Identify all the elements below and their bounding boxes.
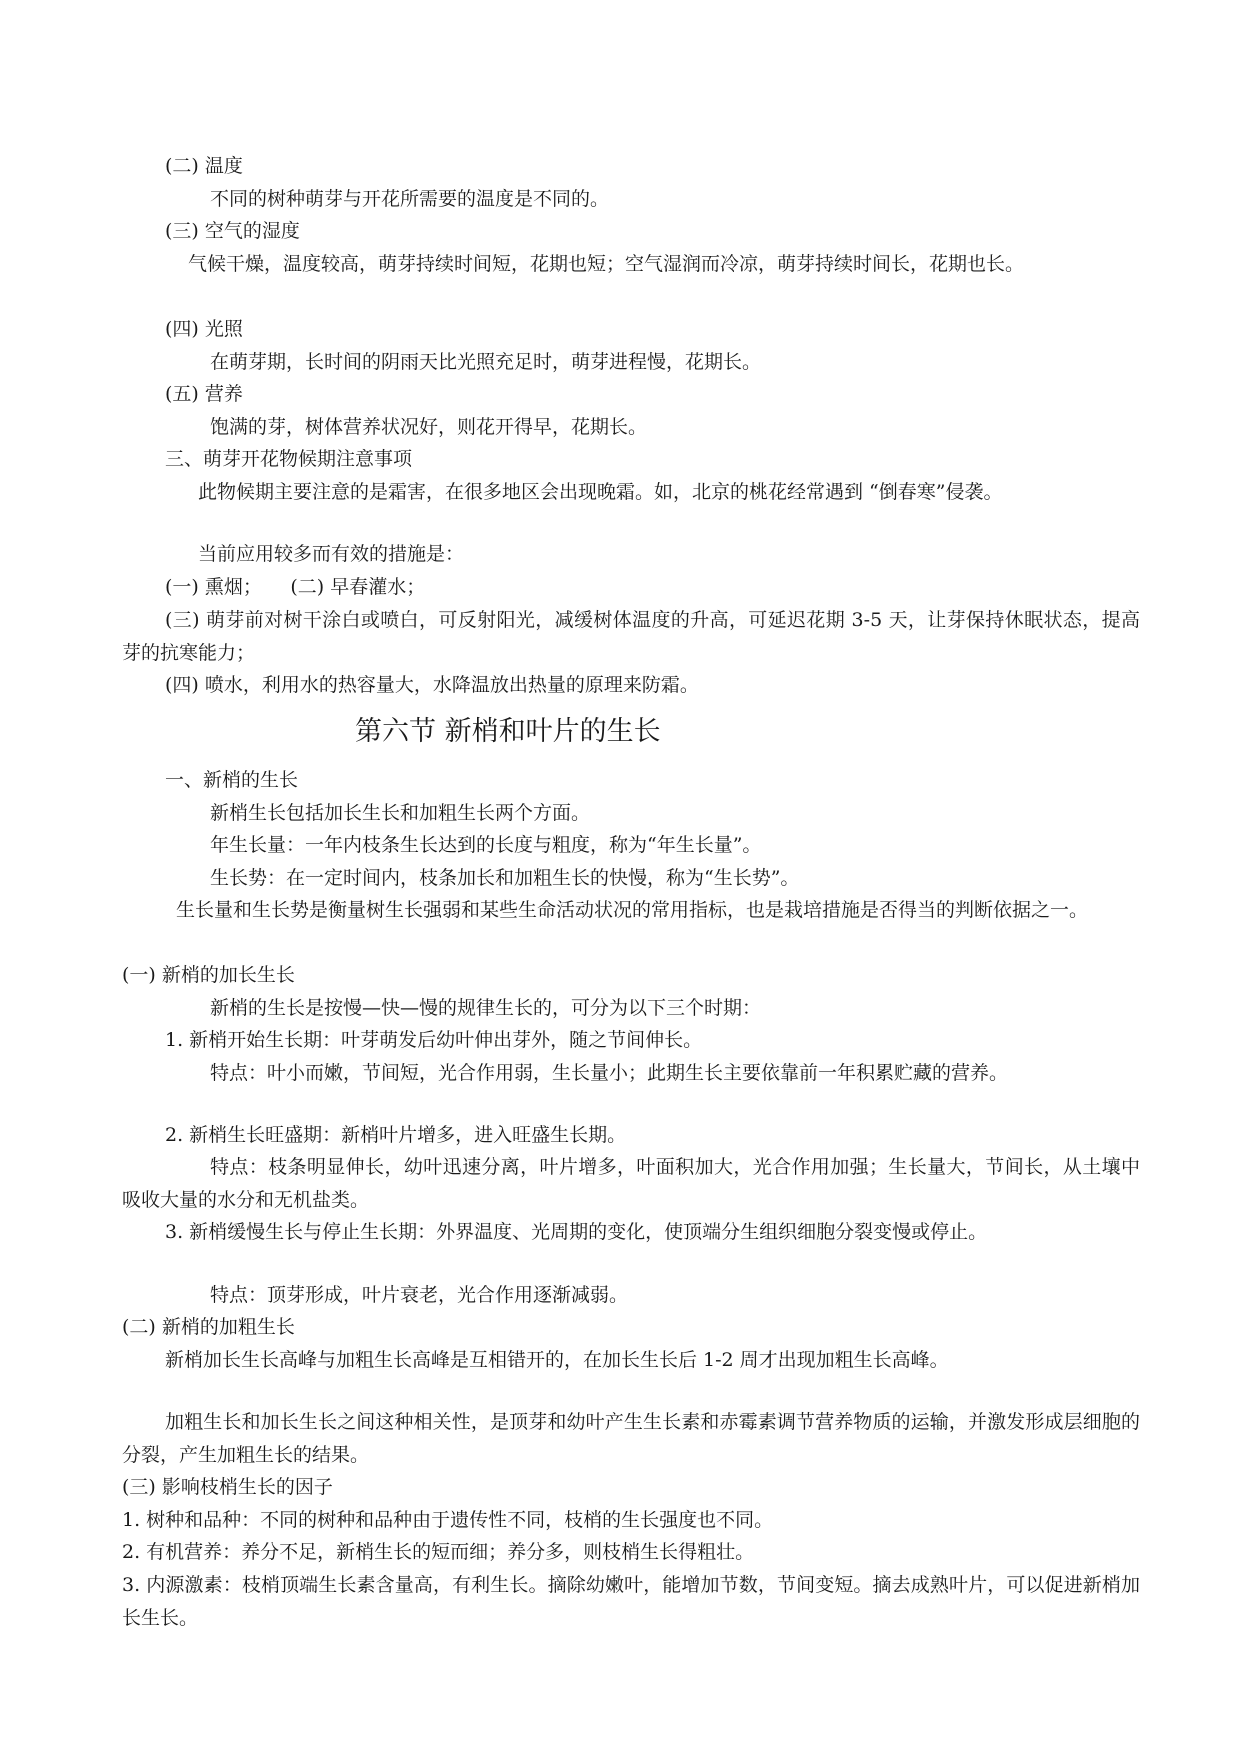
list-item: (三) 萌芽前对树干涂白或喷白，可反射阳光，减缓树体温度的升高，可延迟花期 3-5 天，让芽保持休眠状态，提高芽的抗寒能力； [122,609,1140,664]
section-heading: 三、萌芽开花物候期注意事项 [165,448,413,470]
paragraph: 当前应用较多而有效的措施是： [198,543,465,565]
paragraph: 生长势：在一定时间内，枝条加长和加粗生长的快慢，称为“生长势”。 [210,867,800,889]
subheading: (一) 新梢的加长生长 [122,964,295,986]
paragraph: 生长量和生长势是衡量树生长强弱和某些生命活动状况的常用指标，也是栽培措施是否得当的判断依据之一。 [176,899,1089,921]
paragraph: 新梢的生长是按慢—快—慢的规律生长的，可分为以下三个时期： [210,997,762,1019]
list-item: 3. 新梢缓慢生长与停止生长期：外界温度、光周期的变化，使顶端分生组织细胞分裂变慢或停止。 [165,1221,988,1243]
paragraph: 年生长量：一年内枝条生长达到的长度与粗度，称为“年生长量”。 [210,834,762,856]
paragraph: 特点：叶小而嫩，节间短，光合作用弱，生长量小；此期生长主要依靠前一年积累贮藏的营养。 [210,1062,1009,1084]
section-title: 第六节 新梢和叶片的生长 [355,716,661,747]
subheading-humidity: (三) 空气的湿度 [165,220,300,242]
subheading-nutrition: (五) 营养 [165,383,243,405]
subheading: (二) 新梢的加粗生长 [122,1316,295,1338]
list-item: (一) 熏烟； (二) 早春灌水； [165,576,426,598]
paragraph: 新梢加长生长高峰与加粗生长高峰是互相错开的，在加长生长后 1-2 周才出现加粗生长高峰。 [165,1349,949,1371]
list-item: 2. 新梢生长旺盛期：新梢叶片增多，进入旺盛生长期。 [165,1124,627,1146]
paragraph: 饱满的芽，树体营养状况好，则花开得早，花期长。 [210,416,648,438]
paragraph: 不同的树种萌芽与开花所需要的温度是不同的。 [210,188,610,210]
paragraph: 在萌芽期，长时间的阴雨天比光照充足时，萌芽进程慢，花期长。 [210,351,762,373]
subheading-light: (四) 光照 [165,318,243,340]
paragraph: 加粗生长和加长生长之间这种相关性，是顶芽和幼叶产生生长素和赤霉素调节营养物质的运输，并激发形成层细胞的分裂，产生加粗生长的结果。 [122,1411,1140,1466]
list-item: 1. 树种和品种：不同的树种和品种由于遗传性不同，枝梢的生长强度也不同。 [122,1509,774,1531]
list-item: (四) 喷水，利用水的热容量大，水降温放出热量的原理来防霜。 [165,674,699,696]
list-item: 2. 有机营养：养分不足，新梢生长的短而细；养分多，则枝梢生长得粗壮。 [122,1541,755,1563]
list-item: 1. 新梢开始生长期：叶芽萌发后幼叶伸出芽外，随之节间伸长。 [165,1029,703,1051]
section-heading: 一、新梢的生长 [165,769,299,791]
paragraph: 特点：顶芽形成，叶片衰老，光合作用逐渐减弱。 [210,1284,629,1306]
list-item: 3. 内源激素：枝梢顶端生长素含量高，有利生长。摘除幼嫩叶，能增加节数，节间变短。摘去成熟叶片，可以促进新梢加长生长。 [122,1574,1140,1629]
paragraph: 新梢生长包括加长生长和加粗生长两个方面。 [210,802,591,824]
subheading-temperature: (二) 温度 [165,155,243,177]
subheading: (三) 影响枝梢生长的因子 [122,1476,333,1498]
paragraph: 此物候期主要注意的是霜害，在很多地区会出现晚霜。如，北京的桃花经常遇到 “倒春寒”侵袭。 [198,481,1003,503]
paragraph: 特点：枝条明显伸长，幼叶迅速分离，叶片增多，叶面积加大，光合作用加强；生长量大，节间长，从土壤中吸收大量的水分和无机盐类。 [122,1156,1140,1211]
paragraph: 气候干燥，温度较高，萌芽持续时间短，花期也短；空气湿润而冷凉，萌芽持续时间长，花期也长。 [188,253,1025,275]
